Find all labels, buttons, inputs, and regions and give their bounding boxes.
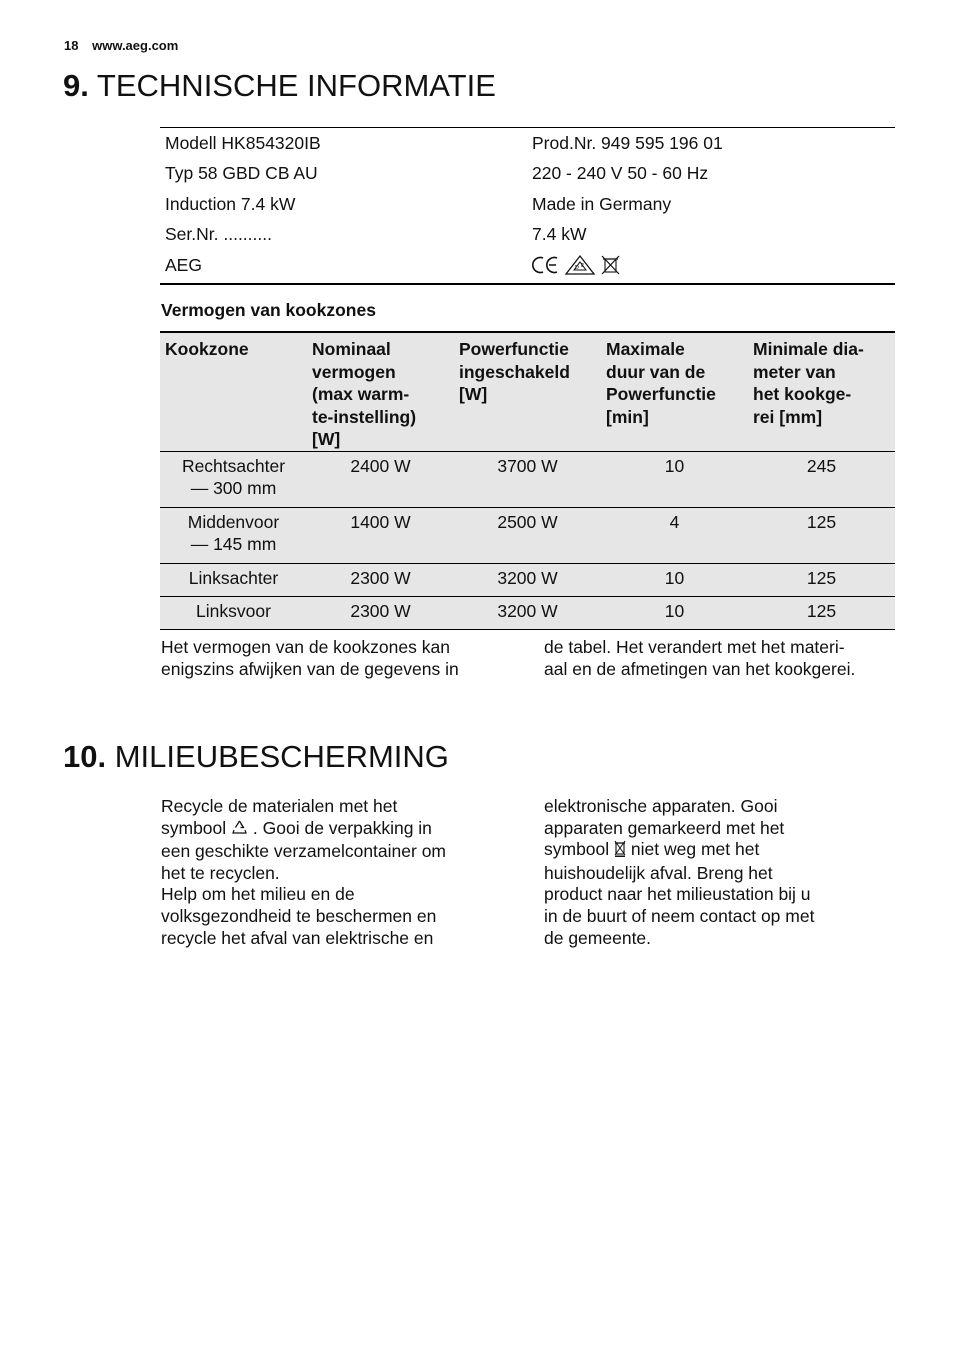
- table-header-row: [160, 332, 895, 451]
- section-number: 9.: [63, 68, 89, 103]
- nominal-cell: 2300 W: [307, 596, 454, 629]
- text-fragment: niet weg met het huishoudelijk afval. Breng het product naar het milieustation bij u in de buurt of neem contact op met de gemeente.: [544, 839, 815, 948]
- note-right: de tabel. Het verandert met het materi- aal en de afmetingen van het kookgerei.: [544, 637, 856, 679]
- header-line: (max warm-: [312, 384, 410, 404]
- header-line: vermogen: [312, 361, 396, 382]
- spec-value: 220 - 240 V 50 - 60 Hz: [532, 163, 709, 184]
- header-line: Maximale: [606, 339, 685, 359]
- power-cell: 3200 W: [454, 596, 601, 629]
- header-line: Minimale dia-: [753, 339, 864, 359]
- power-cell: 2500 W: [454, 507, 601, 563]
- header-line: Kookzone: [165, 339, 249, 359]
- zone-cell: [160, 596, 307, 629]
- svg-text:E: E: [581, 262, 585, 269]
- duration-cell: 10: [601, 563, 748, 596]
- duration-cell: 10: [601, 596, 748, 629]
- spec-row: [160, 219, 895, 249]
- zone-line: Linksvoor: [196, 600, 271, 621]
- power-cell: 3200 W: [454, 563, 601, 596]
- nominal-cell: 2400 W: [307, 451, 454, 507]
- environment-text-right: [544, 796, 884, 949]
- spec-value: Prod.Nr. 949 595 196 01: [532, 133, 723, 153]
- header-line: het kookge-: [753, 384, 852, 404]
- crossed-bin-icon: [600, 254, 622, 285]
- table-row: [160, 507, 895, 563]
- spec-row: [160, 250, 895, 283]
- header-line: Nominaal: [312, 339, 391, 359]
- note-left: Het vermogen van de kookzones kan enigszins afwijken van de gegevens in: [161, 637, 459, 679]
- zone-cell: [160, 563, 307, 596]
- zone-line: — 145 mm: [190, 534, 277, 554]
- column-header: [601, 332, 748, 451]
- page-header: [64, 38, 178, 53]
- diameter-cell: 125: [748, 563, 895, 596]
- header-line: [W]: [459, 384, 488, 404]
- svg-text:D: D: [575, 264, 579, 271]
- power-table: [160, 331, 895, 630]
- recycle-icon: [231, 819, 248, 842]
- header-line: Powerfunctie: [459, 339, 569, 359]
- power-cell: 3700 W: [454, 451, 601, 507]
- column-header: [454, 332, 601, 451]
- header-line: [min]: [606, 406, 649, 427]
- website-link[interactable]: www.aeg.com: [92, 38, 179, 53]
- vde-mark-icon: [564, 254, 596, 285]
- zone-cell: [160, 451, 307, 507]
- spec-label: Typ 58 GBD CB AU: [165, 163, 318, 184]
- spec-label: Induction 7.4 kW: [165, 193, 296, 214]
- zone-line: Rechtsachter: [181, 455, 286, 476]
- table-row: [160, 451, 895, 507]
- header-line: [W]: [312, 429, 341, 449]
- spec-value: [527, 250, 895, 283]
- zone-line: — 300 mm: [190, 478, 277, 498]
- spec-value: 7.4 kW: [532, 224, 587, 245]
- table-row: [160, 563, 895, 596]
- header-line: te-instelling): [312, 406, 417, 427]
- table-row: [160, 596, 895, 629]
- zone-line: Middenvoor: [187, 511, 280, 532]
- section-number: 10.: [63, 739, 107, 774]
- crossed-bin-icon: [614, 840, 626, 863]
- duration-cell: 10: [601, 451, 748, 507]
- duration-cell: 4: [601, 507, 748, 563]
- spec-row: [160, 158, 895, 188]
- spec-row: [160, 128, 895, 158]
- column-header: [307, 332, 454, 451]
- ce-mark-icon: [532, 254, 560, 284]
- section-10-heading: [63, 739, 449, 775]
- header-line: meter van: [753, 361, 836, 382]
- nominal-cell: 1400 W: [307, 507, 454, 563]
- section-9-heading: [63, 68, 496, 104]
- text-fragment: elektronische apparaten. Gooi apparaten gemarkeerd met het symbool: [544, 796, 785, 860]
- page-number: 18: [64, 38, 79, 53]
- header-line: duur van de: [606, 361, 706, 382]
- spec-value: Made in Germany: [532, 193, 672, 214]
- section-title: MILIEUBESCHERMING: [114, 739, 449, 774]
- section-title: TECHNISCHE INFORMATIE: [96, 68, 496, 103]
- column-header: [160, 332, 307, 451]
- text-fragment: . Gooi de verpakking in een geschikte verzamelcontainer om het te recyclen. Help om het milieu en de volksgezondheid te beschermen en recycle het afval van elektrische en: [161, 817, 447, 948]
- diameter-cell: 125: [748, 596, 895, 629]
- spec-table: [160, 127, 895, 285]
- text-fragment: Recycle de materialen met het symbool: [161, 796, 398, 838]
- diameter-cell: 125: [748, 507, 895, 563]
- spec-row: [160, 189, 895, 219]
- header-line: Powerfunctie: [606, 384, 716, 404]
- diameter-cell: 245: [748, 451, 895, 507]
- spec-label: Modell HK854320IB: [165, 133, 321, 153]
- header-line: rei [mm]: [753, 406, 823, 427]
- header-line: ingeschakeld: [459, 361, 570, 382]
- nominal-cell: 2300 W: [307, 563, 454, 596]
- environment-text-left: [161, 796, 501, 949]
- spec-label: AEG: [165, 254, 202, 275]
- zone-cell: [160, 507, 307, 563]
- column-header: [748, 332, 895, 451]
- spec-label: Ser.Nr. ..........: [165, 224, 272, 245]
- zone-line: Linksachter: [188, 567, 279, 588]
- table-subheading: Vermogen van kookzones: [161, 300, 376, 320]
